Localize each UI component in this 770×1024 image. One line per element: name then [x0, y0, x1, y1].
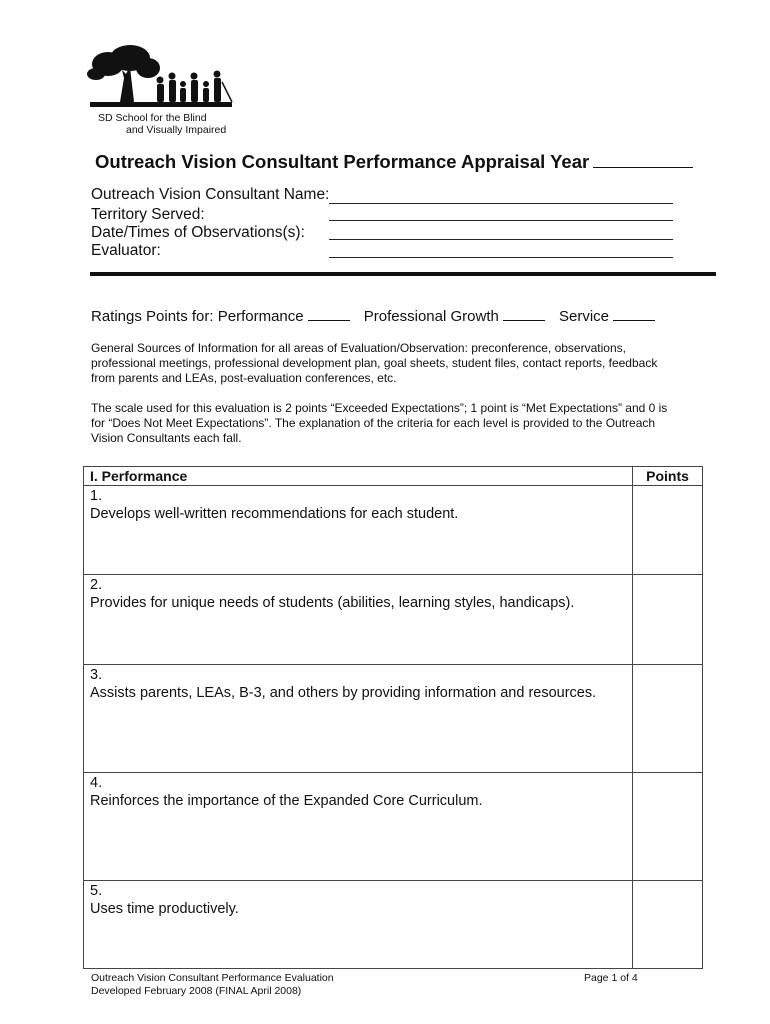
points-cell[interactable] — [633, 665, 703, 773]
school-name-line1: SD School for the Blind — [98, 112, 207, 124]
points-cell[interactable] — [633, 575, 703, 665]
criterion-text: Develops well-written recommendations for each student. — [90, 506, 459, 522]
year-blank[interactable] — [593, 151, 693, 168]
school-name — [98, 112, 226, 136]
observation-dates-field[interactable] — [329, 222, 673, 240]
school-logo — [86, 44, 236, 136]
service-label: Service — [559, 308, 610, 325]
school-name-line2: and Visually Impaired — [126, 124, 227, 136]
footer — [91, 972, 334, 998]
points-cell[interactable] — [633, 486, 703, 575]
criterion-text: Uses time productively. — [90, 901, 239, 917]
table-row — [84, 773, 703, 881]
service-points-blank[interactable] — [613, 306, 655, 321]
section-header: I. Performance — [84, 467, 633, 486]
section-divider — [90, 272, 716, 276]
criterion-cell — [84, 486, 633, 575]
criterion-number: 2. — [90, 577, 103, 593]
criterion-number: 3. — [90, 667, 103, 683]
table-row — [84, 665, 703, 773]
territory-served-field[interactable] — [329, 203, 673, 221]
consultant-name-field[interactable] — [329, 186, 673, 204]
evaluator-label: Evaluator: — [91, 242, 161, 259]
general-sources-paragraph: General Sources of Information for all areas of Evaluation/Observation: preconference, observations, professional meetings, professional development plan, goal sheets, student files, contact reports, feedback from parents and LEAs, post-evaluation conferences, etc. — [91, 341, 658, 385]
points-cell[interactable] — [633, 773, 703, 881]
performance-table — [83, 466, 703, 969]
points-cell[interactable] — [633, 881, 703, 969]
footer-line2: Developed February 2008 (FINAL April 2008) — [91, 985, 302, 997]
tree-and-people-logo-icon — [86, 44, 236, 112]
observation-dates-label: Date/Times of Observations(s): — [91, 224, 305, 241]
scale-paragraph: The scale used for this evaluation is 2 points “Exceeded Expectations”; 1 point is “Met Expectations” and 0 is for “Does Not Meet Expectations”. The explanation of the criteria for each level is provided to the Outreach Vision Consultants each fall. — [91, 401, 668, 445]
criterion-number: 4. — [90, 775, 103, 791]
evaluator-field[interactable] — [329, 240, 673, 258]
ratings-performance-label: Ratings Points for: Performance — [91, 308, 304, 325]
criterion-cell — [84, 773, 633, 881]
criterion-text: Reinforces the importance of the Expanded Core Curriculum. — [90, 793, 483, 809]
table-row — [84, 575, 703, 665]
title-text: Outreach Vision Consultant Performance Appraisal Year — [95, 151, 590, 172]
criterion-number: 5. — [90, 883, 103, 899]
page-number: Page 1 of 4 — [584, 972, 638, 984]
page-title — [95, 151, 693, 173]
table-row — [84, 881, 703, 969]
criterion-text: Assists parents, LEAs, B-3, and others by providing information and resources. — [90, 685, 597, 701]
table-row — [84, 486, 703, 575]
performance-points-blank[interactable] — [308, 306, 350, 321]
table-header-row — [84, 467, 703, 486]
consultant-name-label: Outreach Vision Consultant Name: — [91, 186, 330, 203]
criterion-cell — [84, 881, 633, 969]
professional-growth-label: Professional Growth — [363, 308, 499, 325]
criterion-cell — [84, 575, 633, 665]
footer-line1: Outreach Vision Consultant Performance Evaluation — [91, 972, 334, 984]
points-header: Points — [633, 467, 703, 486]
criterion-number: 1. — [90, 488, 103, 504]
criterion-cell — [84, 665, 633, 773]
territory-served-label: Territory Served: — [91, 206, 205, 223]
criterion-text: Provides for unique needs of students (abilities, learning styles, handicaps). — [90, 595, 575, 611]
ratings-points-line — [91, 306, 665, 325]
professional-growth-points-blank[interactable] — [503, 306, 545, 321]
